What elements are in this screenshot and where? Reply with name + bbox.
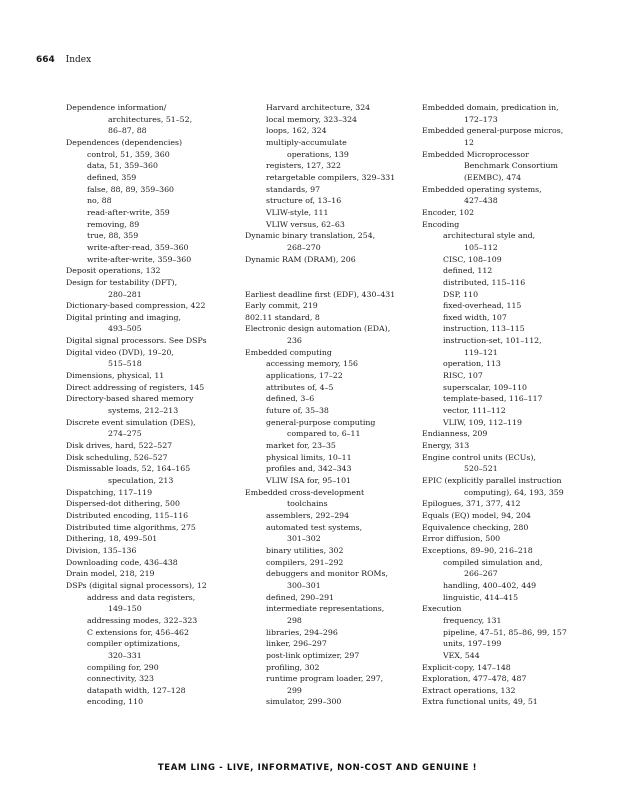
- index-entry: Directory-based shared memory: [66, 394, 194, 404]
- index-subentry: pipeline, 47–51, 85–86, 99, 157: [443, 627, 567, 637]
- index-subentry: true, 88, 359: [87, 231, 139, 241]
- index-entry: Exceptions, 89–90, 216–218: [422, 545, 533, 555]
- index-subentry: 172–173: [464, 114, 498, 124]
- index-subentry: defined, 290–291: [266, 592, 335, 602]
- index-subentry: 274–275: [108, 429, 142, 439]
- index-subentry: 300–301: [287, 580, 321, 590]
- index-subentry: architectural style and,: [443, 231, 536, 241]
- index-subentry: instruction-set, 101–112,: [443, 336, 542, 346]
- index-subentry: intermediate representations,: [266, 604, 385, 614]
- index-subentry: DSP, 110: [443, 289, 479, 299]
- index-subentry: VLIW versus, 62–63: [266, 219, 345, 229]
- index-subentry: vector, 111–112: [443, 406, 506, 416]
- index-subentry: toolchains: [287, 499, 328, 509]
- index-entry: Downloading code, 436–438: [66, 557, 178, 567]
- index-entry: Equivalence checking, 280: [422, 522, 529, 532]
- index-subentry: handling, 400–402, 449: [443, 580, 537, 590]
- index-subentry: write-after-read, 359–360: [87, 242, 189, 252]
- index-entry: Equals (EQ) model, 94, 204: [422, 510, 531, 520]
- index-subentry: superscalar, 109–110: [443, 382, 528, 392]
- index-subentry: profiling, 302: [266, 662, 320, 672]
- index-column-3: [422, 102, 592, 708]
- index-entry: Encoder, 102: [422, 207, 475, 217]
- index-entry: Distributed time algorithms, 275: [66, 522, 196, 532]
- index-subentry: linguistic, 414–415: [443, 592, 519, 602]
- index-subentry: post-link optimizer, 297: [266, 650, 360, 660]
- index-subentry: 236: [287, 336, 302, 346]
- index-entry: Error diffusion, 500: [422, 534, 501, 544]
- index-entry: Deposit operations, 132: [66, 266, 161, 276]
- index-entry: EPIC (explicitly parallel instruction: [422, 476, 562, 485]
- index-entry: Encoding: [422, 219, 460, 229]
- index-subentry: template-based, 116–117: [443, 394, 543, 404]
- index-entry: 802.11 standard, 8: [245, 312, 320, 322]
- index-subentry: 12: [464, 137, 474, 147]
- index-column-2: [245, 102, 419, 708]
- index-subentry: runtime program loader, 297,: [266, 674, 384, 684]
- index-subentry: read-after-write, 359: [87, 207, 170, 217]
- index-entry: Dependence information/: [66, 103, 167, 112]
- index-subentry: distributed, 115–116: [443, 277, 526, 287]
- index-subentry: 515–518: [108, 359, 142, 369]
- index-subentry: debuggers and monitor ROMs,: [266, 569, 388, 579]
- index-entry: Dispatching, 117–119: [66, 487, 153, 497]
- index-subentry: physical limits, 10–11: [266, 452, 352, 462]
- index-subentry: data, 51, 359–360: [87, 161, 158, 171]
- index-entry: DSPs (digital signal processors), 12: [66, 580, 207, 590]
- index-subentry: 298: [287, 615, 302, 625]
- index-entry: Epilogues, 371, 377, 412: [422, 499, 521, 509]
- index-subentry: market for, 23–35: [266, 441, 336, 451]
- index-spacer: [245, 265, 419, 277]
- index-column-1: [66, 102, 244, 708]
- index-entry: Dynamic binary translation, 254,: [245, 231, 376, 241]
- index-subentry: computing), 64, 193, 359: [464, 487, 564, 497]
- index-subentry: standards, 97: [266, 184, 321, 194]
- index-spacer: [245, 277, 419, 289]
- index-subentry: profiles and, 342–343: [266, 464, 352, 474]
- index-entry: Digital video (DVD), 19–20,: [66, 347, 174, 357]
- index-subentry: datapath width, 127–128: [87, 685, 186, 695]
- index-entry: Energy, 313: [422, 441, 470, 451]
- index-subentry: 320–331: [108, 650, 142, 660]
- index-entry: Dispersed-dot dithering, 500: [66, 499, 180, 509]
- index-subentry: 427–438: [464, 196, 498, 206]
- index-subentry: compared to, 6–11: [287, 429, 361, 439]
- index-entry: Early commit, 219: [245, 301, 318, 311]
- index-subentry: accessing memory, 156: [266, 359, 359, 369]
- index-entry: Embedded cross-development: [245, 487, 365, 497]
- index-subentry: 493–505: [108, 324, 142, 334]
- index-subentry: defined, 112: [443, 266, 493, 276]
- index-subentry: loops, 162, 324: [266, 126, 327, 136]
- index-subentry: linker, 296–297: [266, 639, 327, 649]
- index-subentry: compiled simulation and,: [443, 557, 543, 567]
- index-subentry: attributes of, 4–5: [266, 382, 334, 392]
- index-subentry: compiling for, 290: [87, 662, 159, 672]
- index-subentry: assemblers, 292–294: [266, 510, 350, 520]
- index-subentry: encoding, 110: [87, 697, 144, 707]
- index-subentry: VLIW-style, 111: [266, 207, 329, 217]
- index-subentry: frequency, 131: [443, 615, 502, 625]
- index-subentry: 268–270: [287, 242, 321, 252]
- index-subentry: simulator, 299–300: [266, 697, 342, 707]
- index-subentry: units, 197–199: [443, 639, 502, 649]
- index-entry: Distributed encoding, 115–116: [66, 510, 189, 520]
- index-subentry: systems, 212–213: [108, 406, 179, 416]
- index-entry: Electronic design automation (EDA),: [245, 324, 391, 334]
- index-subentry: 149–150: [108, 604, 142, 614]
- index-subentry: write-after-write, 359–360: [87, 254, 192, 264]
- index-entry: Direct addressing of registers, 145: [66, 382, 205, 392]
- page-header: [36, 54, 91, 66]
- index-entry: Dismissable loads, 52, 164–165: [66, 464, 191, 474]
- index-subentry: libraries, 294–296: [266, 627, 338, 637]
- index-subentry: automated test systems,: [266, 522, 363, 532]
- index-entry: Embedded computing: [245, 347, 332, 357]
- index-subentry: compiler optimizations,: [87, 639, 181, 649]
- index-entry: Embedded general-purpose micros,: [422, 126, 564, 136]
- index-subentry: addressing modes, 322–323: [87, 615, 198, 625]
- index-entry: Engine control units (ECUs),: [422, 452, 536, 462]
- index-subentry: retargetable compilers, 329–331: [266, 172, 396, 182]
- index-entry: Execution: [422, 604, 462, 614]
- page-number: 664: [36, 55, 55, 65]
- index-entry: Dictionary-based compression, 422: [66, 301, 206, 311]
- index-entry: Discrete event simulation (DES),: [66, 417, 196, 427]
- index-entry: Earliest deadline first (EDF), 430–431: [245, 289, 396, 299]
- index-subentry: speculation, 213: [108, 476, 174, 485]
- index-entry: Extract operations, 132: [422, 685, 516, 695]
- index-subentry: 280–281: [108, 289, 142, 299]
- index-entry: Division, 135–136: [66, 545, 137, 555]
- page-title: Index: [65, 55, 92, 65]
- index-subentry: Harvard architecture, 324: [266, 103, 371, 112]
- index-subentry: no, 88: [87, 196, 112, 206]
- index-entry: Endianness, 209: [422, 429, 488, 439]
- index-entry: Dithering, 18, 499–501: [66, 534, 158, 544]
- index-subentry: VEX, 544: [443, 650, 480, 660]
- index-entry: Explicit-copy, 147–148: [422, 662, 511, 672]
- index-subentry: applications, 17–22: [266, 371, 343, 381]
- index-subentry: fixed width, 107: [443, 312, 507, 322]
- index-subentry: registers, 127, 322: [266, 161, 341, 171]
- index-subentry: structure of, 13–16: [266, 196, 342, 206]
- index-subentry: control, 51, 359, 360: [87, 149, 170, 159]
- index-subentry: 299: [287, 685, 302, 695]
- index-entry: Exploration, 477–478, 487: [422, 674, 527, 684]
- index-subentry: RISC, 107: [443, 371, 483, 381]
- index-entry: Digital printing and imaging,: [66, 312, 181, 322]
- index-subentry: 105–112: [464, 242, 498, 252]
- index-entry: Embedded Microprocessor: [422, 149, 529, 159]
- index-entry: Dynamic RAM (DRAM), 206: [245, 254, 356, 264]
- index-subentry: 119–121: [464, 347, 498, 357]
- index-subentry: operations, 139: [287, 149, 349, 159]
- index-subentry: VLIW, 109, 112–119: [443, 417, 522, 427]
- index-subentry: VLIW ISA for, 95–101: [266, 476, 352, 485]
- index-entry: Dependences (dependencies): [66, 137, 182, 147]
- index-entry: Digital signal processors. See DSPs: [66, 336, 207, 346]
- index-subentry: multiply-accumulate: [266, 137, 347, 147]
- index-subentry: compilers, 291–292: [266, 557, 344, 567]
- index-subentry: binary utilities, 302: [266, 545, 344, 555]
- index-entry: Extra functional units, 49, 51: [422, 697, 538, 707]
- index-subentry: instruction, 113–115: [443, 324, 525, 334]
- index-entry: Disk drives, hard, 522–527: [66, 441, 173, 451]
- index-subentry: architectures, 51–52,: [108, 114, 193, 124]
- index-subentry: general-purpose computing: [266, 417, 376, 427]
- index-subentry: C extensions for, 456–462: [87, 627, 189, 637]
- index-subentry: address and data registers,: [87, 592, 196, 602]
- index-subentry: 520–521: [464, 464, 498, 474]
- index-entry: Embedded operating systems,: [422, 184, 542, 194]
- index-subentry: false, 88, 89, 359–360: [87, 184, 175, 194]
- index-subentry: removing, 89: [87, 219, 140, 229]
- index-subentry: connectivity, 323: [87, 674, 154, 684]
- index-entry: Embedded domain, predication in,: [422, 103, 559, 112]
- index-entry: Dimensions, physical, 11: [66, 371, 165, 381]
- index-subentry: 301–302: [287, 534, 321, 544]
- index-subentry: local memory, 323–324: [266, 114, 357, 124]
- index-subentry: operation, 113: [443, 359, 501, 369]
- footer-watermark: TEAM LING - LIVE, INFORMATIVE, NON-COST AND GENUINE !: [157, 763, 478, 773]
- index-subentry: CISC, 108–109: [443, 254, 502, 264]
- index-entry: Design for testability (DFT),: [66, 277, 178, 287]
- index-subentry: 86–87, 88: [108, 126, 147, 136]
- index-subentry: Benchmark Consortium: [464, 161, 558, 171]
- index-subentry: fixed-overhead, 115: [443, 301, 522, 311]
- index-entry: Drain model, 218, 219: [66, 569, 155, 579]
- index-subentry: defined, 3–6: [266, 394, 315, 404]
- index-subentry: future of, 35–38: [266, 406, 329, 416]
- index-entry: Disk scheduling, 526–527: [66, 452, 168, 462]
- index-subentry: defined, 359: [87, 172, 137, 182]
- index-subentry: 266–267: [464, 569, 498, 579]
- index-subentry: (EEMBC), 474: [464, 172, 522, 182]
